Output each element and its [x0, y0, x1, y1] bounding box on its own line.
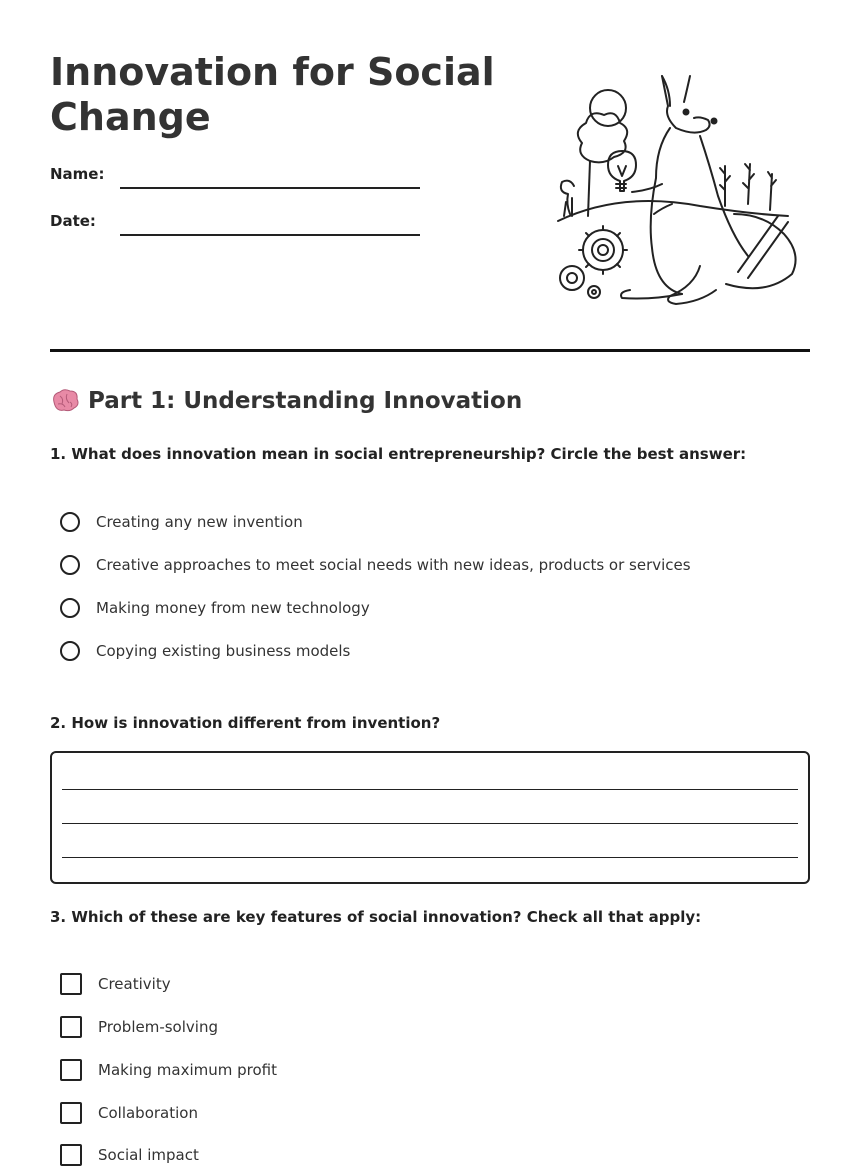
- answer-line: [62, 823, 798, 824]
- checkbox[interactable]: [60, 1059, 82, 1081]
- q3-option[interactable]: [60, 971, 171, 997]
- q3-option-label: Making maximum profit: [98, 1061, 277, 1079]
- q1-option-label: Making money from new technology: [96, 599, 370, 617]
- name-label: Name:: [50, 165, 105, 183]
- q3-option[interactable]: [60, 1142, 199, 1168]
- q1-option[interactable]: [60, 552, 691, 578]
- q1-option[interactable]: [60, 509, 303, 535]
- part1-title: [50, 386, 522, 416]
- q3-option-label: Problem-solving: [98, 1018, 218, 1036]
- q3-option[interactable]: [60, 1014, 218, 1040]
- q3-option[interactable]: [60, 1100, 198, 1126]
- q1-option-label: Creative approaches to meet social needs with new ideas, products or services: [96, 556, 691, 574]
- q1-option[interactable]: [60, 595, 370, 621]
- name-line[interactable]: [120, 187, 420, 189]
- answer-line: [62, 857, 798, 858]
- date-line[interactable]: [120, 234, 420, 236]
- q3-option-label: Creativity: [98, 975, 171, 993]
- answer-line: [62, 789, 798, 790]
- question-2: 2. How is innovation different from invention?: [50, 714, 441, 732]
- q1-option-label: Creating any new invention: [96, 513, 303, 531]
- header-divider: [50, 349, 810, 352]
- checkbox[interactable]: [60, 1144, 82, 1166]
- q1-option-label: Copying existing business models: [96, 642, 351, 660]
- q3-option-label: Collaboration: [98, 1104, 198, 1122]
- kangaroo-illustration-icon: [550, 66, 800, 316]
- question-3: 3. Which of these are key features of social innovation? Check all that apply:: [50, 908, 702, 926]
- radio-circle[interactable]: [60, 555, 80, 575]
- q2-answer-box[interactable]: [50, 751, 810, 884]
- brain-icon: [50, 386, 80, 416]
- radio-circle[interactable]: [60, 598, 80, 618]
- checkbox[interactable]: [60, 973, 82, 995]
- q3-option-label: Social impact: [98, 1146, 199, 1164]
- part1-title-text: Part 1: Understanding Innovation: [88, 388, 523, 414]
- q3-option[interactable]: [60, 1057, 277, 1083]
- q1-option[interactable]: [60, 638, 350, 664]
- worksheet-title: Innovation for Social Change: [50, 50, 495, 139]
- question-1: 1. What does innovation mean in social entrepreneurship? Circle the best answer:: [50, 445, 747, 463]
- checkbox[interactable]: [60, 1102, 82, 1124]
- radio-circle[interactable]: [60, 512, 80, 532]
- checkbox[interactable]: [60, 1016, 82, 1038]
- date-label: Date:: [50, 212, 96, 230]
- radio-circle[interactable]: [60, 641, 80, 661]
